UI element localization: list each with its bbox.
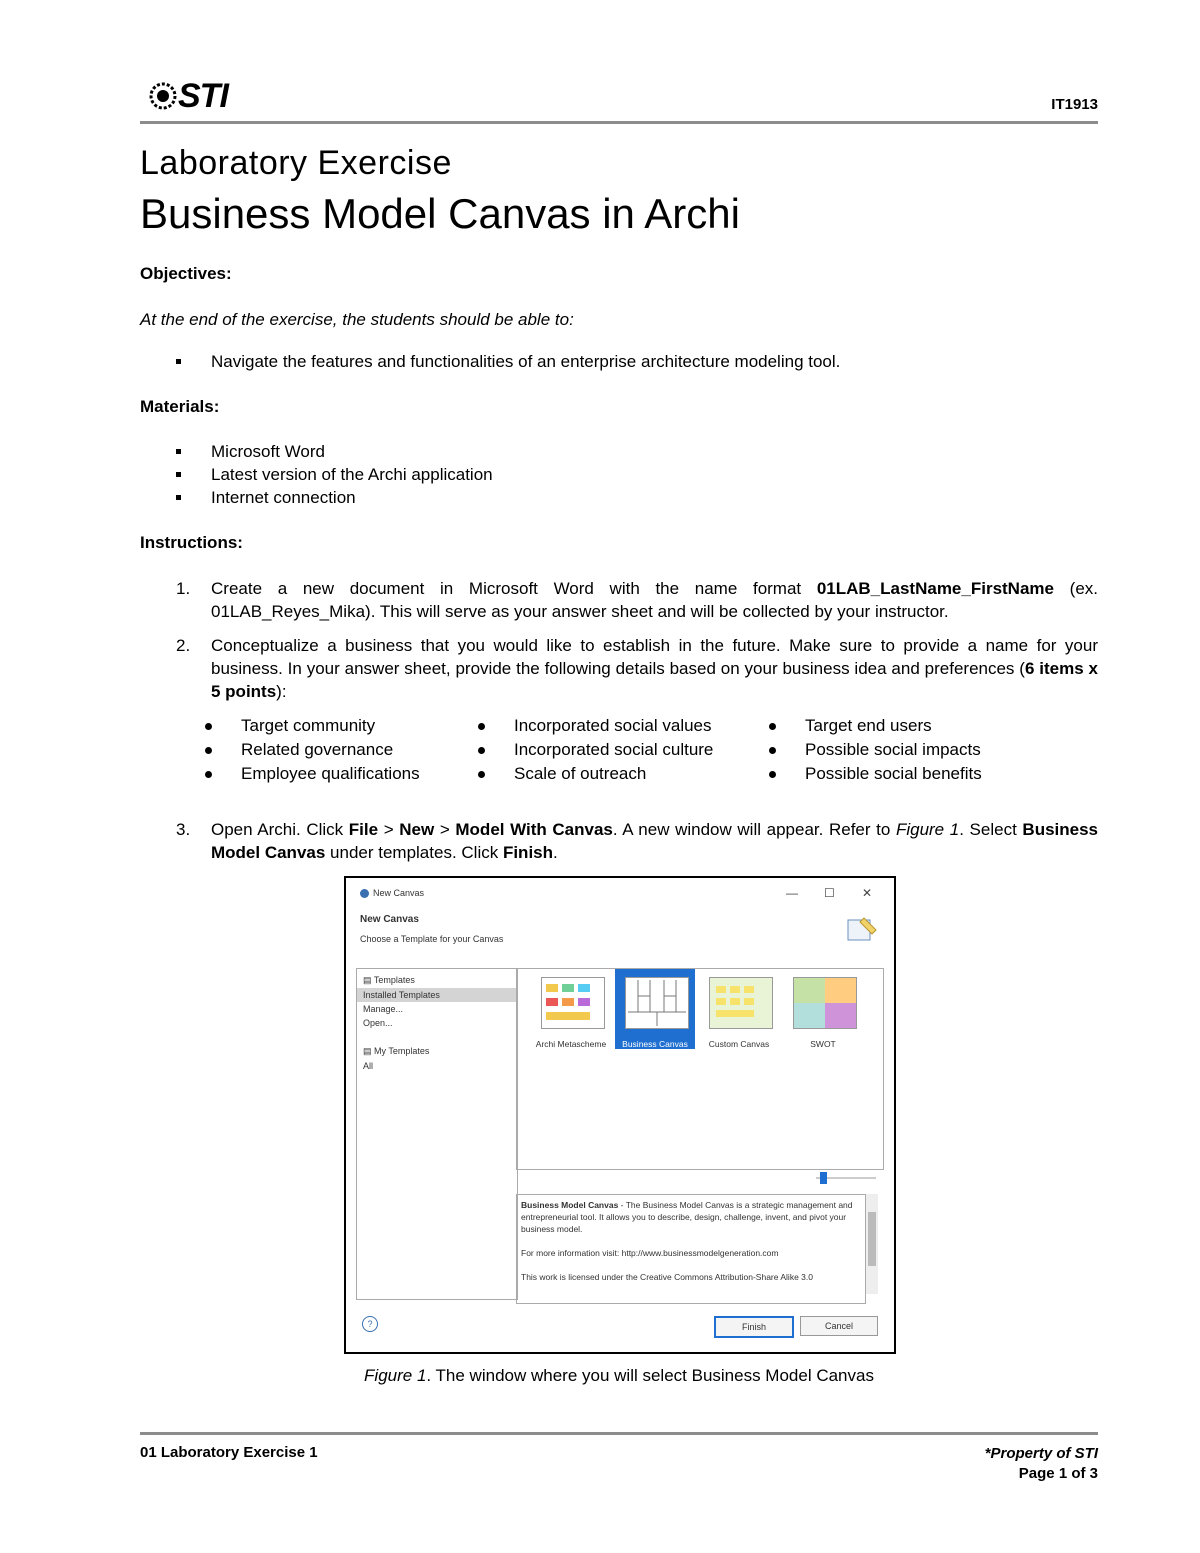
tree-item-open[interactable]: Open...	[363, 1018, 393, 1028]
template-label: Business Canvas	[622, 1039, 688, 1049]
footer-right	[985, 1444, 1098, 1484]
dialog-title: New Canvas	[360, 914, 419, 925]
step-number: 1.	[176, 579, 191, 598]
template-archi-metascheme[interactable]	[531, 969, 611, 1049]
template-category-pane	[356, 968, 518, 1300]
step-number: 2.	[176, 636, 191, 655]
tree-item-templates[interactable]: ▤ Templates	[363, 975, 415, 985]
slider-knob[interactable]	[820, 1172, 827, 1184]
detail-item: Related governance	[205, 738, 478, 762]
detail-item: Target community	[205, 714, 478, 738]
zoom-slider[interactable]	[816, 1172, 876, 1184]
tree-item-my-templates[interactable]: ▤ My Templates	[363, 1046, 430, 1056]
minimize-button[interactable]: —	[786, 886, 798, 900]
step-number: 3.	[176, 820, 191, 839]
template-description: Business Model Canvas - The Business Model Canvas is a strategic management and entrepreneurial tool. It allows you to describe, design, challenge, invent, and pivot your business model. For more information visit: http://www.businessmodelgeneration.com This work is licensed under the Creative Commons Attribution-Share Alike 3.0	[516, 1194, 866, 1304]
figure-caption: Figure 1. The window where you will select Business Model Canvas	[364, 1366, 874, 1385]
document-code: IT1913	[1051, 96, 1098, 113]
close-button[interactable]: ✕	[862, 886, 873, 900]
template-thumbnail	[793, 977, 857, 1029]
objectives-list	[176, 350, 840, 373]
footer-title: 01 Laboratory Exercise 1	[140, 1444, 318, 1461]
maximize-button[interactable]: ☐	[824, 886, 835, 900]
folder-icon: ▤	[363, 1046, 375, 1056]
archi-icon	[360, 889, 369, 898]
template-business-canvas[interactable]	[615, 969, 695, 1049]
template-gallery	[516, 968, 884, 1170]
footer-divider	[140, 1432, 1098, 1435]
list-item: Microsoft Word	[176, 440, 493, 463]
globe-icon	[148, 78, 178, 114]
template-custom-canvas[interactable]	[699, 969, 779, 1049]
list-item: Internet connection	[176, 486, 493, 509]
details-grid	[205, 714, 1025, 786]
template-label: SWOT	[810, 1039, 836, 1049]
cancel-button[interactable]: Cancel	[800, 1316, 878, 1336]
description-scrollbar[interactable]	[866, 1194, 878, 1294]
help-icon[interactable]: ?	[362, 1316, 378, 1332]
template-thumbnail	[625, 977, 689, 1029]
list-item: Navigate the features and functionalities of an enterprise architecture modeling tool.	[176, 350, 840, 373]
template-thumbnail	[709, 977, 773, 1029]
detail-item: Possible social impacts	[769, 738, 1025, 762]
step-2: 2. Conceptualize a business that you would like to establish in the future. Make sure to provide a name for your business. In your answer sheet, provide the following details based on your business idea and preferences (6 items x 5 points):	[176, 636, 1098, 701]
dialog-subtitle: Choose a Template for your Canvas	[360, 934, 504, 944]
step-3: 3. Open Archi. Click File > New > Model With Canvas. A new window will appear. Refer to Figure 1. Select Business Model Canvas under templates. Click Finish.	[176, 820, 1099, 862]
property-notice: *Property of STI	[984, 1445, 1098, 1462]
folder-icon: ▤	[363, 975, 374, 985]
step-1: 1. Create a new document in Microsoft Word with the name format 01LAB_LastName_FirstName (ex. 01LAB_Reyes_Mika). This will serve as your answer sheet and will be collected by your instructor.	[176, 579, 1098, 621]
template-thumbnail	[541, 977, 605, 1029]
page-title: Laboratory Exercise	[140, 144, 452, 182]
sti-logo	[148, 78, 238, 114]
instructions-heading: Instructions:	[140, 533, 243, 552]
template-swot[interactable]	[783, 969, 863, 1049]
list-item: Latest version of the Archi application	[176, 463, 493, 486]
page-number: Page 1 of 3	[1018, 1465, 1098, 1482]
detail-item: Scale of outreach	[478, 762, 769, 786]
logo-text: STI	[178, 77, 228, 115]
finish-button[interactable]: Finish	[714, 1316, 794, 1338]
tree-item-installed-templates[interactable]: Installed Templates	[357, 988, 517, 1002]
window-title-bar: New Canvas	[360, 888, 424, 898]
tree-item-all[interactable]: All	[363, 1061, 374, 1071]
objectives-heading: Objectives:	[140, 264, 232, 283]
page-subtitle: Business Model Canvas in Archi	[140, 190, 740, 237]
materials-list	[176, 440, 493, 509]
detail-item: Incorporated social culture	[478, 738, 769, 762]
detail-item: Target end users	[769, 714, 1025, 738]
header-divider	[140, 121, 1098, 124]
detail-item: Incorporated social values	[478, 714, 769, 738]
objectives-intro: At the end of the exercise, the students should be able to:	[140, 310, 574, 329]
detail-item: Possible social benefits	[769, 762, 1025, 786]
template-label: Archi Metascheme	[535, 1039, 607, 1049]
template-label: Custom Canvas	[708, 1039, 770, 1049]
wizard-banner-icon	[846, 914, 878, 944]
materials-heading: Materials:	[140, 397, 220, 416]
detail-item: Employee qualifications	[205, 762, 478, 786]
tree-item-manage[interactable]: Manage...	[363, 1004, 404, 1014]
figure-new-canvas-window	[344, 876, 896, 1354]
